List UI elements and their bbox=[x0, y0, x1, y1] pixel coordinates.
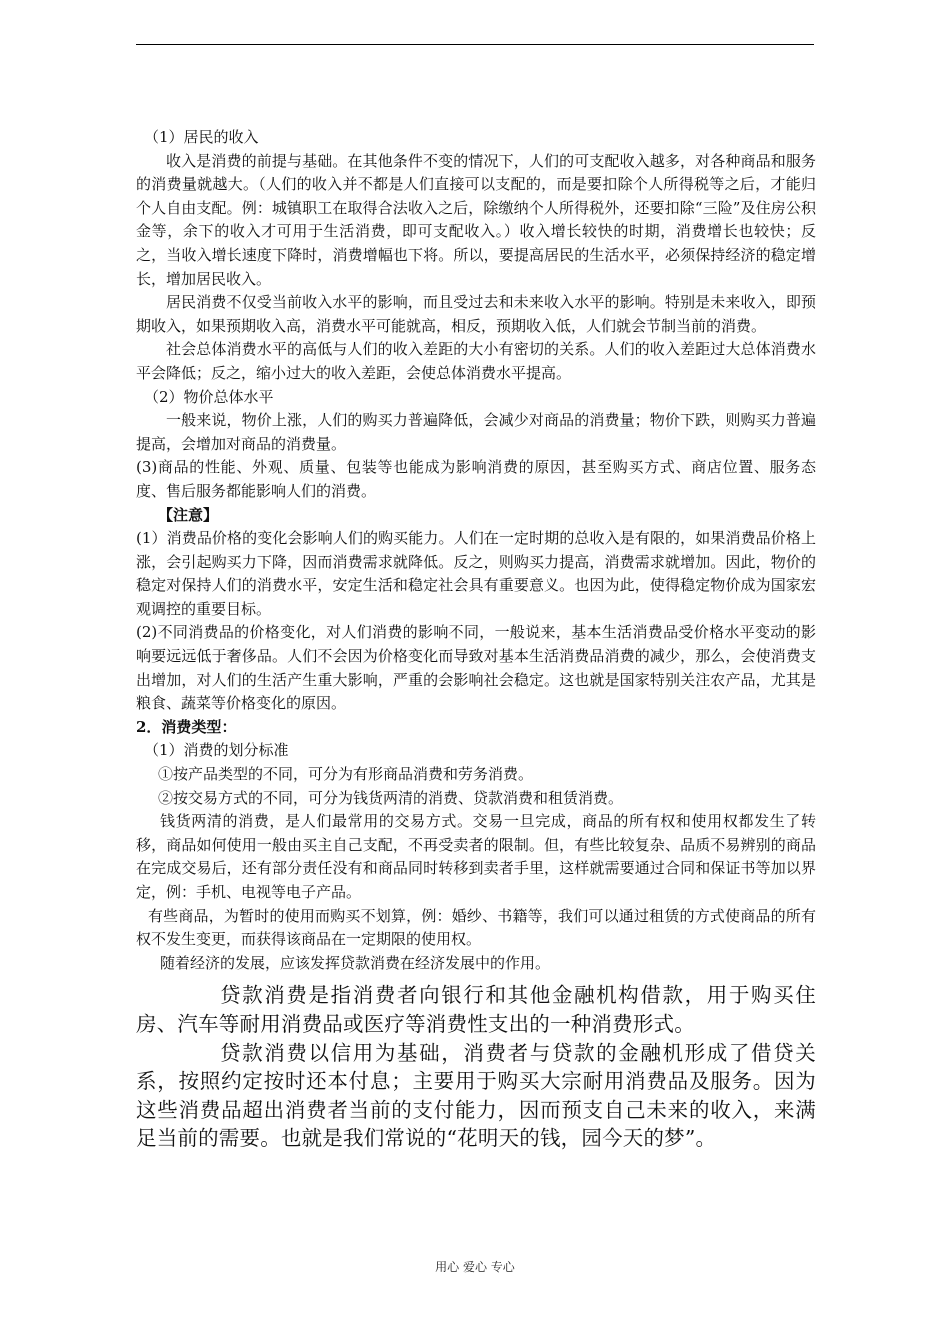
paragraph: 收入是消费的前提与基础。在其他条件不变的情况下，人们的可支配收入越多，对各种商品和服务的消费量就越大。（人们的收入并不都是人们直接可以支配的，而是要扣除个人所得税等之后，才能归个人自由支配。例：城镇职工在取得合法收入之后，除缴纳个人所得税外，还要扣除“三险”及住房公积金等，余下的收入才可用于生活消费，即可支配收入。）收入增长较快的时期，消费增长也较快；反之，当收入增长速度下降时，消费增幅也下将。所以，要提高居民的生活水平，必须保持经济的稳定增长，增加居民收入。 bbox=[136, 151, 816, 288]
document-body bbox=[136, 126, 816, 1153]
paragraph: (2)不同消费品的价格变化，对人们消费的影响不同，一般说来，基本生活消费品受价格水平变动的影响要远远低于奢侈品。人们不会因为价格变化而导致对基本生活消费品消费的减少，那么，会使消费支出增加，对人们的生活产生重大影响，严重的会影响社会稳定。这也就是国家特别关注农产品，尤其是粮食、蔬菜等价格变化的原因。 bbox=[136, 623, 816, 713]
paragraph: 社会总体消费水平的高低与人们的收入差距的大小有密切的关系。人们的收入差距过大总体消费水平会降低；反之，缩小过大的收入差距，会使总体消费水平提高。 bbox=[136, 340, 816, 382]
paragraph: 钱货两清的消费，是人们最常用的交易方式。交易一旦完成，商品的所有权和使用权都发生了转移，商品如何使用一般由买主自己支配，不再受卖者的限制。但，有些比较复杂、品质不易辨别的商品在完成交易后，还有部分责任没有和商品同时转移到卖者手里，这样就需要通过合同和保证书等加以界定，例：手机、电视等电子产品。 bbox=[136, 812, 816, 901]
paragraph-large: 贷款消费以信用为基础，消费者与贷款的金融机形成了借贷关系，按照约定按时还本付息；主要用于购买大宗耐用消费品及服务。因为这些消费品超出消费者当前的支付能力，因而预支自己未来的收入，来满足当前的需要。也就是我们常说的“花明天的钱，园今天的梦”。 bbox=[136, 1040, 816, 1151]
paragraph: 有些商品，为暂时的使用而购买不划算，例：婚纱、书籍等，我们可以通过租赁的方式使商品的所有权不发生变更，而获得该商品在一定期限的使用权。 bbox=[136, 906, 816, 949]
paragraph: (1）消费品价格的变化会影响人们的购买能力。人们在一定时期的总收入是有限的，如果消费品价格上涨，会引起购买力下降，因而消费需求就降低。反之，则购买力提高，消费需求就增加。因此，物价的稳定对保持人们的消费水平，安定生活和稳定社会具有重要意义。也因为此，使得稳定物价成为国家宏观调控的重要目标。 bbox=[136, 529, 816, 618]
paragraph: 随着经济的发展，应该发挥贷款消费在经济发展中的作用。 bbox=[160, 953, 551, 972]
paragraph: (3)商品的性能、外观、质量、包装等也能成为影响消费的原因，甚至购买方式、商店位置、服务态度、售后服务都能影响人们的消费。 bbox=[136, 458, 816, 500]
list-item: ②按交易方式的不同，可分为钱货两清的消费、贷款消费和租赁消费。 bbox=[158, 788, 624, 807]
paragraph: 一般来说，物价上涨，人们的购买力普遍降低，会减少对商品的消费量；物价下跌，则购买力普遍提高，会增加对商品的消费量。 bbox=[136, 411, 816, 453]
paragraph-large: 贷款消费是指消费者向银行和其他金融机构借款，用于购买住房、汽车等耐用消费品或医疗等消费性支出的一种消费形式。 bbox=[136, 983, 816, 1036]
header-rule bbox=[136, 44, 814, 45]
page-footer: 用心 爱心 专心 bbox=[435, 1260, 515, 1274]
subsection-heading: （1）消费的划分标准 bbox=[144, 741, 289, 760]
note-heading: 【注意】 bbox=[158, 505, 219, 524]
paragraph: 居民消费不仅受当前收入水平的影响，而且受过去和未来收入水平的影响。特别是未来收入，即预期收入，如果预期收入高，消费水平可能就高，相反，预期收入低，人们就会节制当前的消费。 bbox=[136, 293, 816, 335]
section-heading-price: （2）物价总体水平 bbox=[144, 387, 274, 406]
section-heading-income: （1）居民的收入 bbox=[144, 128, 259, 146]
list-item: ①按产品类型的不同，可分为有形商品消费和劳务消费。 bbox=[158, 765, 534, 784]
section-heading-types: 2．消费类型： bbox=[136, 717, 237, 736]
